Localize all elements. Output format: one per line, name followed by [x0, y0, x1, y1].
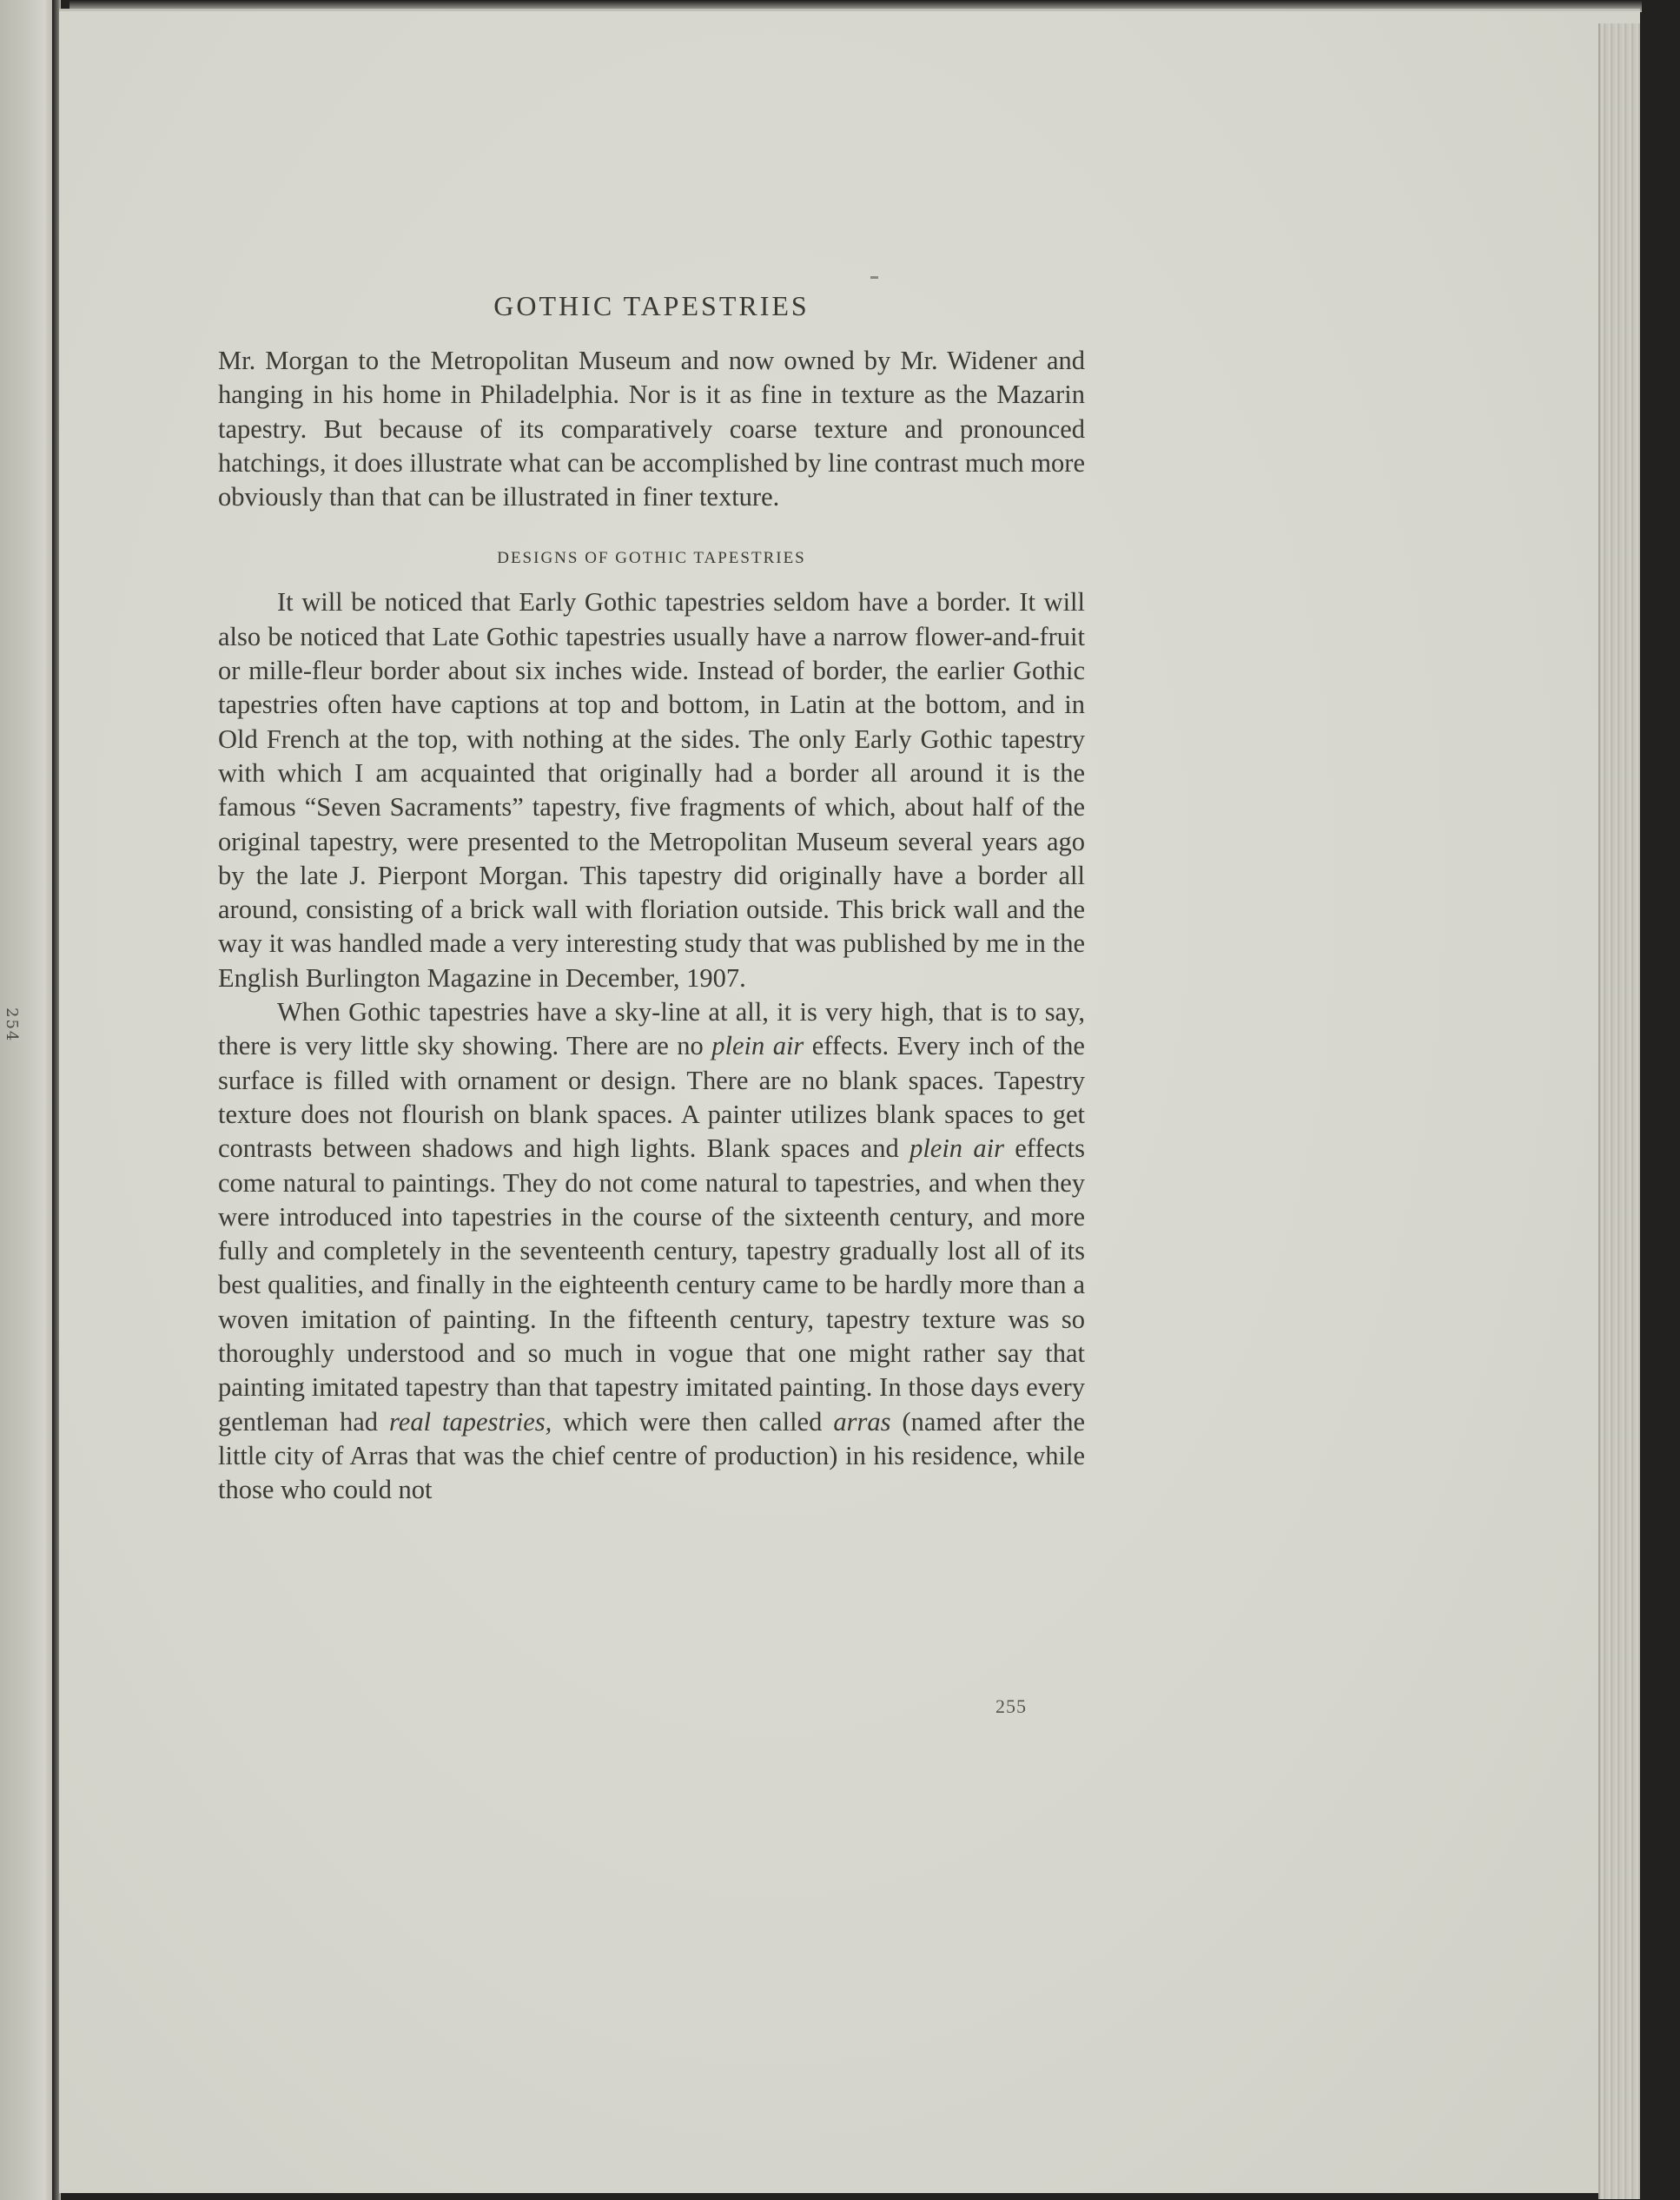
paragraph-text: When Gothic tapestries have a sky-line at all, it is very high, that is to say, there is very little sky showing. There are no — [218, 997, 1085, 1061]
page-text-block — [218, 287, 1085, 1508]
paragraph-text: effects. Every inch of the surface is filled with ornament or design. There are no blank spaces. Tapestry texture does not flourish on blank spaces. A painter utilizes blank spaces to get contrasts between shadows and high lights. Blank spaces and — [218, 1031, 1085, 1164]
previous-page-number: 254 — [3, 1008, 21, 1043]
italic-term: plein air — [909, 1133, 1004, 1164]
opening-paragraph: Mr. Morgan to the Metropolitan Museum and now owned by Mr. Widener and hanging in his home in Philadelphia. Nor is it as fine in texture as the Mazarin tapestry. But because of its comparatively coarse texture and pronounced hatchings, it does illustrate what can be accomplished by line contrast much more obviously than that can be illustrated in finer texture. — [218, 346, 1085, 512]
paragraph-text: effects come natural to paintings. They do not come natural to tapestries, and when they were introduced into tapestries in the course of the sixteenth century, and more fully and completely in the seventeenth century, tapestry gradually lost all of its best qualities, and finally in the eighteenth century came to be hardly more than a woven imitation of painting. In the fifteenth century, tapestry texture was so thoroughly understood and so much in vogue that one might rather say that painting imitated tapestry than that tapestry imitated painting. In those days every gentleman had — [218, 1133, 1085, 1437]
running-head: GOTHIC TAPESTRIES — [493, 290, 810, 321]
previous-page-edge — [0, 0, 56, 2200]
paragraph-text: which were then called — [552, 1406, 834, 1437]
page-number: 255 — [995, 1695, 1027, 1717]
paragraph-text: (named after the little city of Arras that was the chief centre of production) in his residence, while those who could not — [218, 1406, 1085, 1505]
italic-term: plein air — [711, 1031, 804, 1061]
section-heading: DESIGNS OF GOTHIC TAPESTRIES — [497, 549, 806, 568]
page-edges-stack — [1598, 23, 1640, 2199]
paragraph-borders: It will be noticed that Early Gothic tapestries seldom have a border. It will also be noticed that Late Gothic tapestries usually have a narrow flower-and-fruit or mille-fleur border about six inches wide. Instead of border, the earlier Gothic tapestries often have captions at top and bottom, in Latin at the bottom, and in Old French at the top, with nothing at the sides. The only Early Gothic tapestry with which I am acquainted that originally had a border all around it is the famous “Seven Sacraments” tapestry, five fragments of which, about half of the original tapestry, were presented to the Metropolitan Museum several years ago by the late J. Pierpont Morgan. This tapestry did originally have a border all around, consisting of a brick wall with floriation outside. This brick wall and the way it was handled made a very interesting study that was published by me in the English Burlington Magazine in December, 1907. — [218, 587, 1085, 993]
italic-term: arras — [833, 1406, 891, 1437]
paragraph-sky-line — [218, 995, 1085, 1507]
dust-mark — [870, 276, 878, 279]
italic-term: real tapestries, — [389, 1406, 552, 1437]
